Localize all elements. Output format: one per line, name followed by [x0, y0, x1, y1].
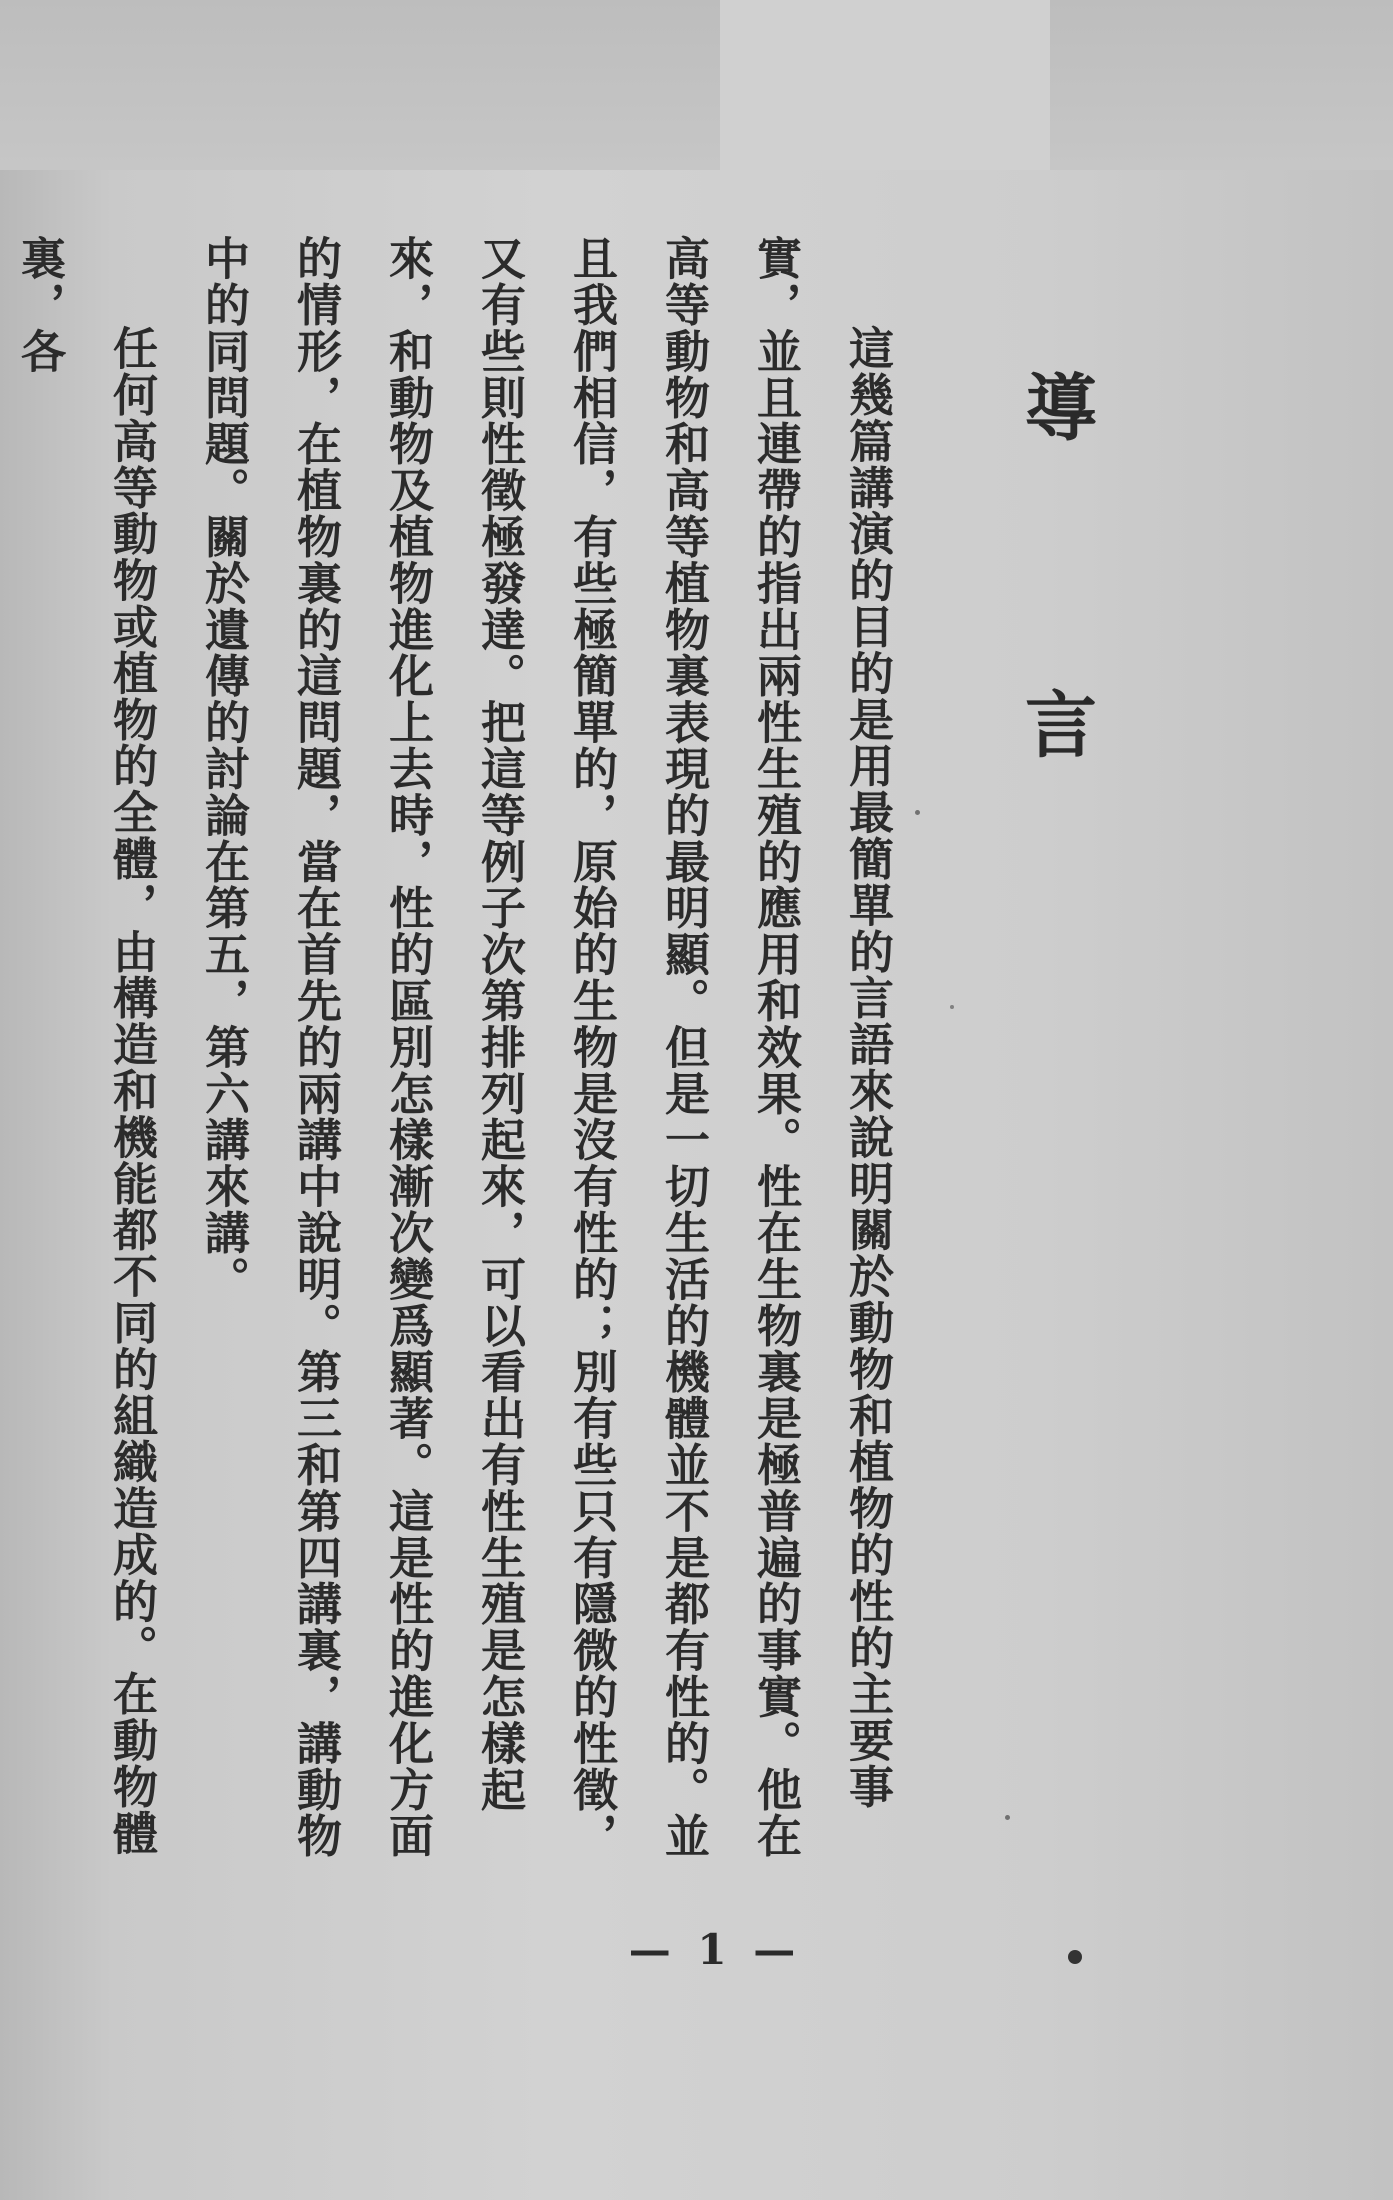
paragraph-1: 這幾篇講演的目的是用最簡單的言語來說明關於動物和植物的性的主要事實，並且連帶的指出兩性生殖的應用和效果。性在生物裏是極普遍的事實。他在高等動物和高等植物裏表現的最明顯。但是一切生活的機體並不是都有性的。並且我們相信，有些極簡單的，原始的生物是沒有性的；別有些只有隱微的性徵，又有些則性徵極發達。把這等例子次第排列起來，可以看出有性生殖是怎樣起來，和動物及植物進化上去時，性的區別怎樣漸次變爲顯著。這是性的進化方面的情形，在植物裏的這問題，當在首先的兩講中說明。第三和第四講裏，講動物中的同問題。關於遺傳的討論在第五，第六講來講。 [197, 235, 894, 1859]
page-top-patch [720, 0, 1050, 170]
ink-speck [950, 1005, 954, 1009]
body-text [0, 235, 913, 1885]
page-number: — 1 — [628, 1925, 802, 1974]
ink-speck [1068, 1950, 1082, 1964]
page-top-shadow [0, 0, 1393, 170]
paragraph-2: 任何高等動物或植物的全體，由構造和機能都不同的組織造成的。在動物體裏，各 [13, 235, 158, 1857]
ink-speck [1005, 1815, 1010, 1820]
ink-speck [915, 810, 920, 815]
chapter-heading: 導 言 [1013, 370, 1098, 870]
